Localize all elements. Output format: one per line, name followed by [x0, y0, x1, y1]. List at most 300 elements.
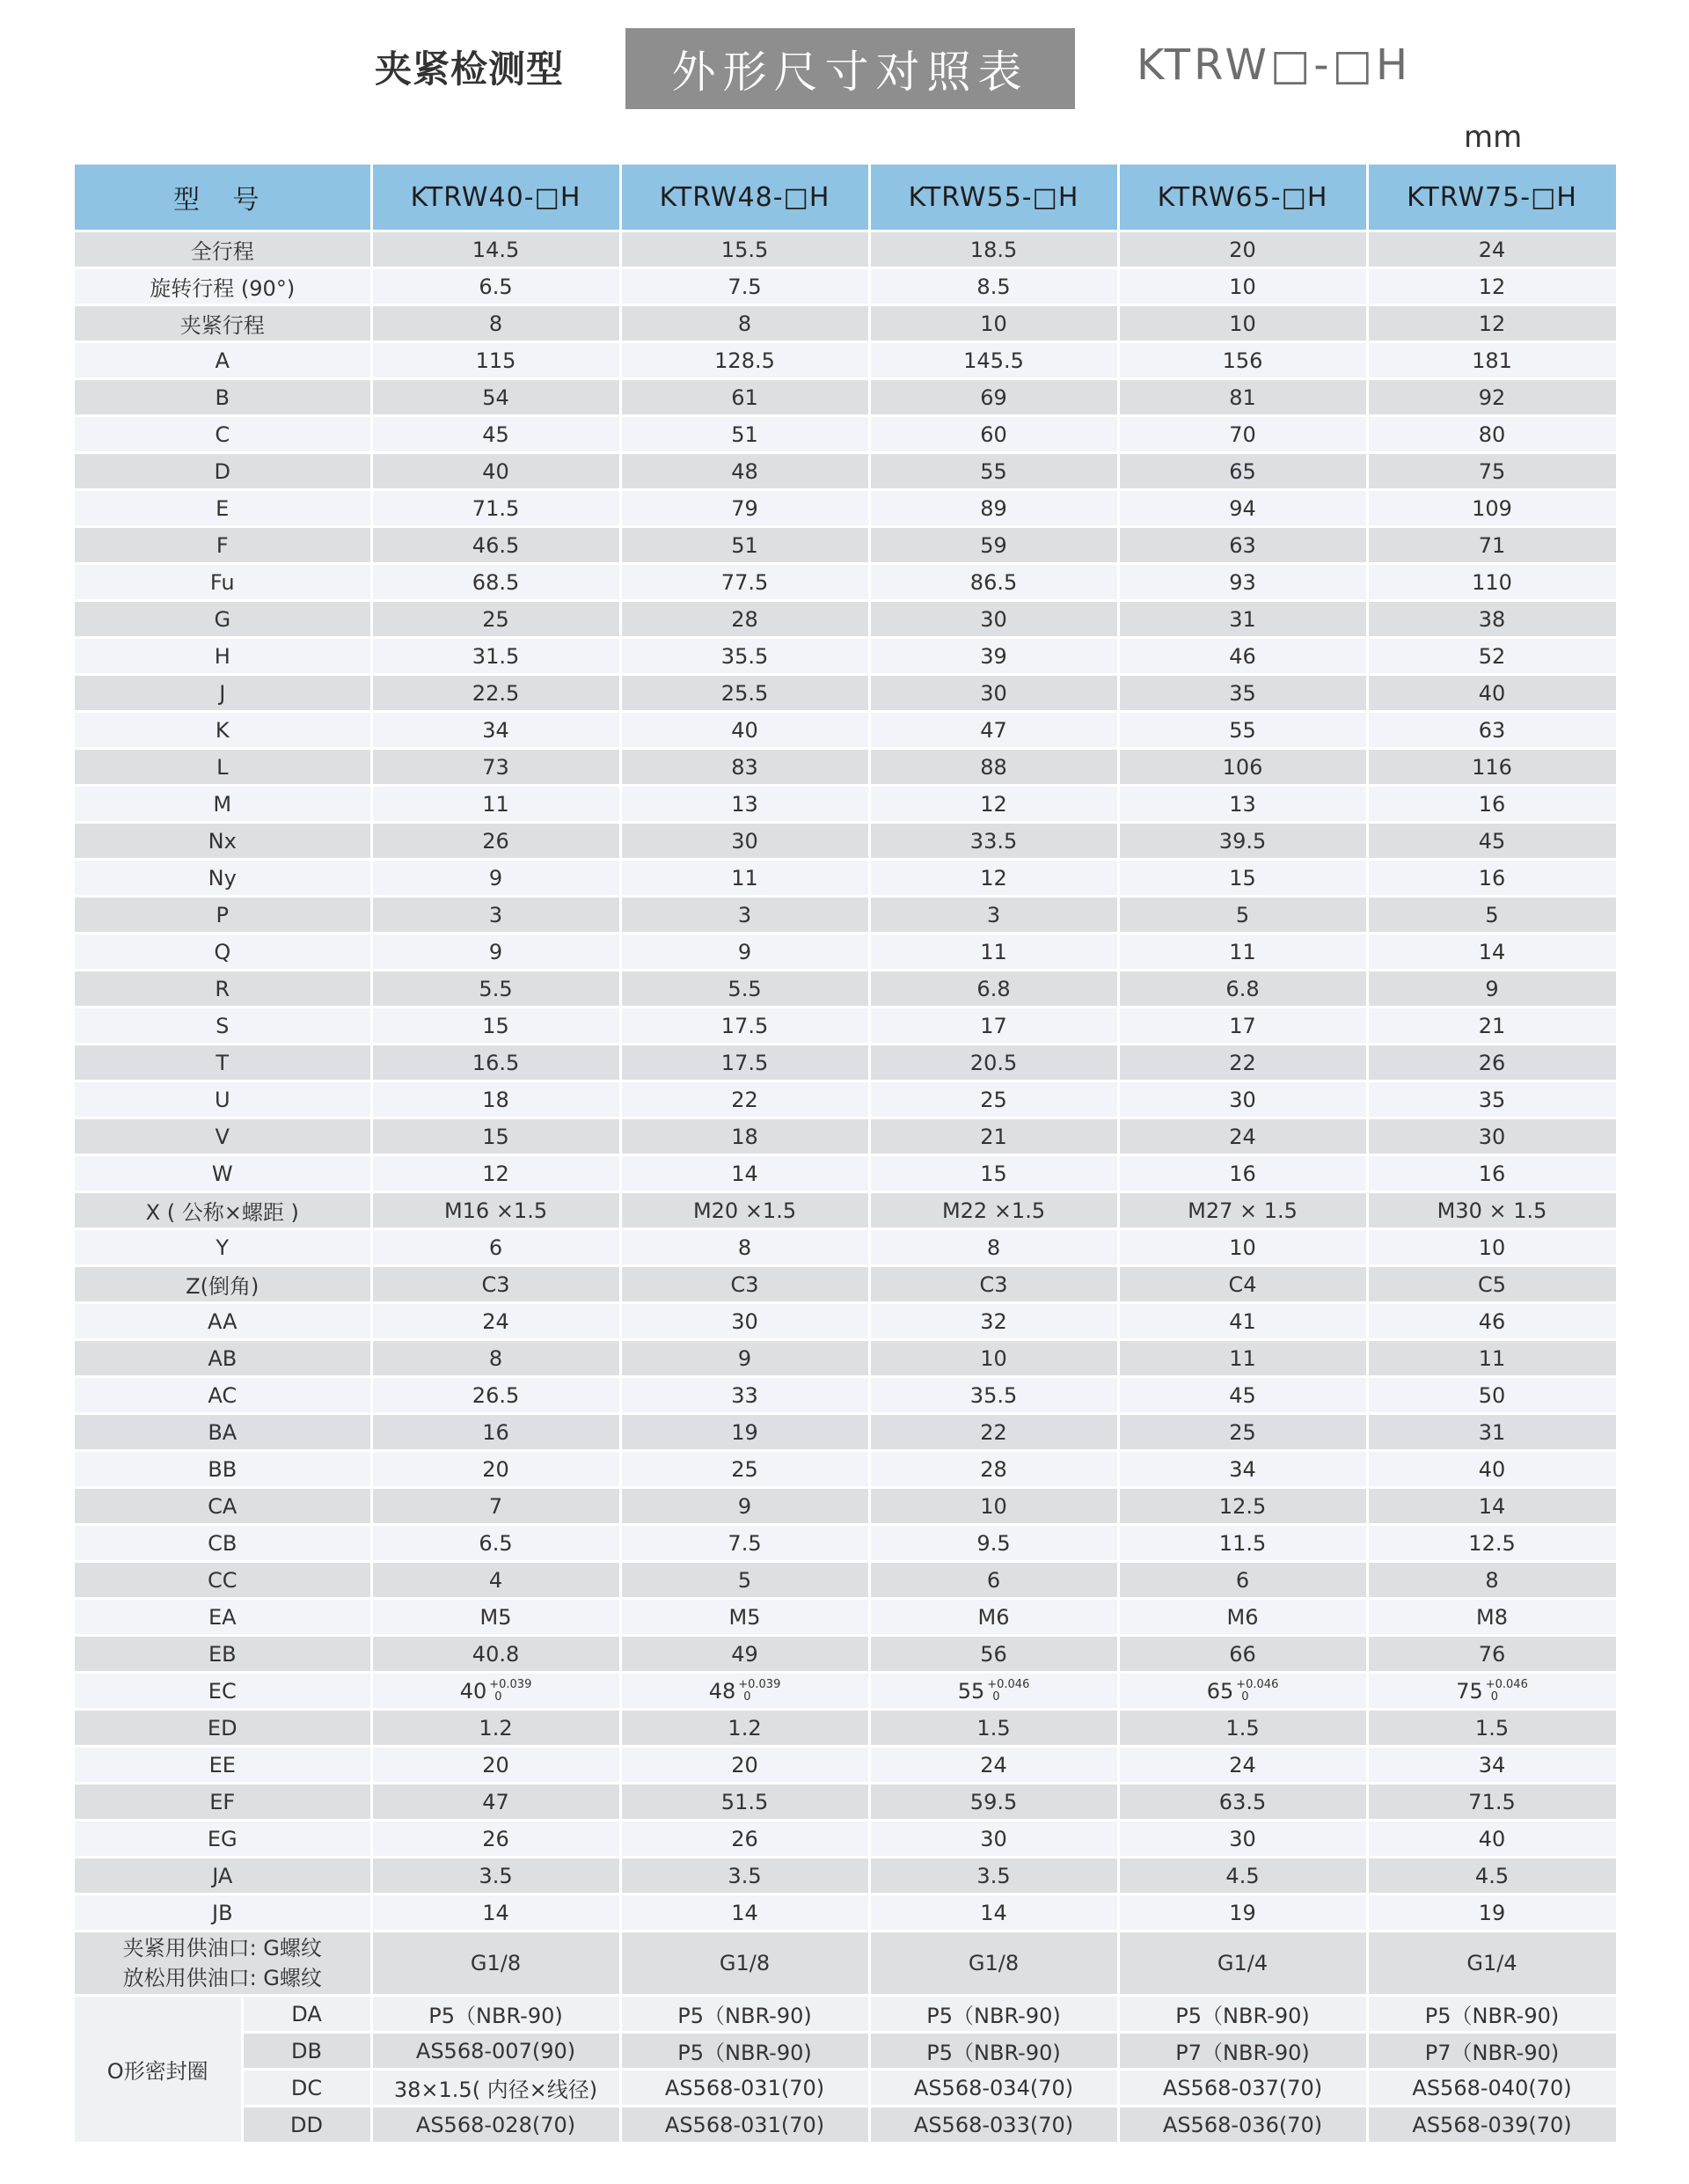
table-cell: 51	[620, 416, 869, 453]
table-cell: 66	[1118, 1636, 1367, 1673]
table-cell: P5（NBR-90)	[869, 2033, 1118, 2070]
table-cell: 76	[1367, 1636, 1617, 1673]
table-cell: P5（NBR-90)	[620, 2033, 869, 2070]
table-cell: 40	[1367, 675, 1617, 712]
row-label: Fu	[75, 564, 371, 601]
dimension-table	[75, 165, 1619, 2144]
table-cell: 65	[1118, 453, 1367, 490]
table-row	[75, 823, 1617, 860]
row-label: JA	[75, 1858, 371, 1895]
table-cell: 26	[371, 823, 620, 860]
table-cell: 30	[1118, 1821, 1367, 1858]
table-cell: 9.5	[869, 1525, 1118, 1562]
table-cell: 20	[371, 1747, 620, 1784]
table-cell: C3	[620, 1266, 869, 1303]
table-cell: 3.5	[869, 1858, 1118, 1895]
tolerance-lower: 0	[743, 1689, 751, 1704]
row-label: AB	[75, 1340, 371, 1377]
row-label: J	[75, 675, 371, 712]
row-label: D	[75, 453, 371, 490]
table-cell: 59	[869, 527, 1118, 564]
table-cell: 52	[1367, 638, 1617, 675]
table-cell: 33.5	[869, 823, 1118, 860]
row-label: B	[75, 379, 371, 416]
table-cell: 25	[620, 1451, 869, 1488]
table-cell: 8	[869, 1229, 1118, 1266]
table-cell: 31	[1118, 601, 1367, 638]
table-cell: 26	[371, 1821, 620, 1858]
table-cell: 9	[371, 934, 620, 971]
table-cell: 71.5	[1367, 1784, 1617, 1821]
table-row	[75, 1155, 1617, 1192]
tolerance-value	[958, 1679, 1030, 1704]
tolerance-value	[460, 1679, 532, 1704]
tolerance-limits	[489, 1679, 531, 1704]
table-cell: 28	[869, 1451, 1118, 1488]
table-row	[75, 305, 1617, 342]
table-cell: 59.5	[869, 1784, 1118, 1821]
row-label: EC	[75, 1673, 371, 1710]
table-cell: 39.5	[1118, 823, 1367, 860]
table-cell: 16	[1118, 1155, 1367, 1192]
table-row	[75, 1303, 1617, 1340]
table-cell: 48	[620, 453, 869, 490]
table-cell: 39	[869, 638, 1118, 675]
table-cell: 109	[1367, 490, 1617, 527]
table-cell: 25.5	[620, 675, 869, 712]
table-cell: AS568-007(90)	[371, 2033, 620, 2070]
table-cell: 94	[1118, 490, 1367, 527]
table-row	[75, 1525, 1617, 1562]
table-cell: 35	[1367, 1081, 1617, 1118]
row-label: F	[75, 527, 371, 564]
table-cell: 6.5	[371, 1525, 620, 1562]
table-cell: 51	[620, 527, 869, 564]
oring-label: O形密封圈	[75, 1996, 242, 2144]
table-cell: P5（NBR-90)	[620, 1996, 869, 2033]
table-cell: P7（NBR-90)	[1118, 2033, 1367, 2070]
model-code: KTRW□-□H	[1137, 40, 1412, 90]
table-cell	[1118, 1673, 1367, 1710]
row-label: Ny	[75, 860, 371, 897]
table-cell: 86.5	[869, 564, 1118, 601]
table-cell: 3	[620, 897, 869, 934]
table-cell: AS568-028(70)	[371, 2107, 620, 2144]
table-row	[75, 860, 1617, 897]
table-cell: 71.5	[371, 490, 620, 527]
table-cell: 14	[620, 1155, 869, 1192]
table-cell: 31.5	[371, 638, 620, 675]
table-cell: 77.5	[620, 564, 869, 601]
table-cell: 75	[1367, 453, 1617, 490]
table-row	[75, 342, 1617, 379]
table-cell: 54	[371, 379, 620, 416]
table-cell: 16	[1367, 1155, 1617, 1192]
table-cell: 46	[1118, 638, 1367, 675]
table-cell: 50	[1367, 1377, 1617, 1414]
table-cell: 7	[371, 1488, 620, 1525]
row-label: CA	[75, 1488, 371, 1525]
table-cell: 3.5	[371, 1858, 620, 1895]
table-cell: P5（NBR-90)	[371, 1996, 620, 2033]
table-cell: AS568-031(70)	[620, 2070, 869, 2107]
table-row	[75, 1266, 1617, 1303]
table-cell: M20 ×1.5	[620, 1192, 869, 1229]
table-cell: 46	[1367, 1303, 1617, 1340]
table-cell: 12.5	[1367, 1525, 1617, 1562]
table-cell	[371, 1673, 620, 1710]
table-cell: 19	[1118, 1895, 1367, 1931]
table-cell: 63	[1367, 712, 1617, 749]
title-box	[625, 28, 1075, 109]
table-cell: 6.5	[371, 268, 620, 305]
row-label: P	[75, 897, 371, 934]
tolerance-upper: +0.046	[1485, 1677, 1528, 1691]
table-cell: P5（NBR-90)	[1118, 1996, 1367, 2033]
table-cell: 11	[1367, 1340, 1617, 1377]
table-cell: 35.5	[869, 1377, 1118, 1414]
table-cell: 69	[869, 379, 1118, 416]
row-label: Y	[75, 1229, 371, 1266]
table-cell: 24	[1367, 231, 1617, 268]
table-row-oring	[75, 2070, 1617, 2107]
table-cell: 40	[620, 712, 869, 749]
table-row-oring	[75, 2107, 1617, 2144]
table-cell: 81	[1118, 379, 1367, 416]
table-cell: 14	[620, 1895, 869, 1931]
table-cell: 20	[1118, 231, 1367, 268]
table-cell	[1367, 1673, 1617, 1710]
table-cell: 128.5	[620, 342, 869, 379]
table-cell: 16.5	[371, 1044, 620, 1081]
table-cell: 12	[371, 1155, 620, 1192]
tolerance-value	[1207, 1679, 1279, 1704]
table-cell: 10	[1118, 305, 1367, 342]
table-cell: AS568-034(70)	[869, 2070, 1118, 2107]
table-cell: 6.8	[869, 971, 1118, 1008]
page-header	[0, 0, 1689, 167]
row-label: L	[75, 749, 371, 786]
table-cell: 12.5	[1118, 1488, 1367, 1525]
table-cell: 30	[869, 1821, 1118, 1858]
table-cell: 8	[1367, 1562, 1617, 1599]
unit-label: mm	[1464, 120, 1523, 155]
table-cell: 24	[869, 1747, 1118, 1784]
table-cell: 15	[371, 1008, 620, 1044]
table-cell: 30	[869, 675, 1118, 712]
table-cell: AS568-040(70)	[1367, 2070, 1617, 2107]
table-cell: 156	[1118, 342, 1367, 379]
table-cell: 11	[620, 860, 869, 897]
row-label: AA	[75, 1303, 371, 1340]
table-cell: 45	[1118, 1377, 1367, 1414]
row-label: 夹紧行程	[75, 305, 371, 342]
table-cell: C4	[1118, 1266, 1367, 1303]
row-label: AC	[75, 1377, 371, 1414]
table-cell: 24	[1118, 1118, 1367, 1155]
row-label: Nx	[75, 823, 371, 860]
table-cell: 30	[1118, 1081, 1367, 1118]
tolerance-base: 48	[708, 1678, 736, 1704]
tolerance-base: 75	[1456, 1678, 1483, 1704]
table-row	[75, 1081, 1617, 1118]
table-row-ports	[75, 1931, 1617, 1996]
table-cell: 22	[869, 1414, 1118, 1451]
table-row	[75, 1488, 1617, 1525]
tolerance-limits	[1236, 1679, 1278, 1704]
table-cell: 30	[620, 823, 869, 860]
table-cell: M6	[1118, 1599, 1367, 1636]
table-row	[75, 268, 1617, 305]
row-label: M	[75, 786, 371, 823]
table-cell: 110	[1367, 564, 1617, 601]
header-model: KTRW75-□H	[1367, 165, 1617, 231]
table-cell: 6.8	[1118, 971, 1367, 1008]
table-cell: 6	[869, 1562, 1118, 1599]
table-cell: 7.5	[620, 1525, 869, 1562]
table-cell: 18.5	[869, 231, 1118, 268]
table-cell: 26	[1367, 1044, 1617, 1081]
row-label: EG	[75, 1821, 371, 1858]
table-row	[75, 1451, 1617, 1488]
table-cell: 3.5	[620, 1858, 869, 1895]
table-row	[75, 1710, 1617, 1747]
table-cell: 1.2	[371, 1710, 620, 1747]
table-cell: 40	[371, 453, 620, 490]
table-cell: AS568-033(70)	[869, 2107, 1118, 2144]
row-label: A	[75, 342, 371, 379]
table-cell: 106	[1118, 749, 1367, 786]
table-cell	[620, 1673, 869, 1710]
table-row	[75, 1599, 1617, 1636]
table-cell: M22 ×1.5	[869, 1192, 1118, 1229]
table-cell: 15	[869, 1155, 1118, 1192]
table-cell: 14	[1367, 1488, 1617, 1525]
table-row-oring	[75, 2033, 1617, 2070]
row-label: C	[75, 416, 371, 453]
table-cell: 83	[620, 749, 869, 786]
table-cell: 6	[1118, 1562, 1367, 1599]
table-cell: 22	[620, 1081, 869, 1118]
table-cell: 31	[1367, 1414, 1617, 1451]
table-cell: 15	[1118, 860, 1367, 897]
table-cell: 5.5	[371, 971, 620, 1008]
table-cell: 45	[1367, 823, 1617, 860]
table-cell: M6	[869, 1599, 1118, 1636]
table-cell: C3	[371, 1266, 620, 1303]
table-row	[75, 1192, 1617, 1229]
table-cell: 5	[1118, 897, 1367, 934]
row-label: JB	[75, 1895, 371, 1931]
table-cell: 9	[620, 934, 869, 971]
table-cell: 61	[620, 379, 869, 416]
table-row-ec	[75, 1673, 1617, 1710]
table-cell: 22	[1118, 1044, 1367, 1081]
table-cell: 41	[1118, 1303, 1367, 1340]
table-cell: 116	[1367, 749, 1617, 786]
table-cell: 30	[620, 1303, 869, 1340]
table-cell: 20.5	[869, 1044, 1118, 1081]
tolerance-value	[1456, 1679, 1528, 1704]
table-cell: 11	[1118, 934, 1367, 971]
table-cell: 38×1.5( 内径×线径)	[371, 2070, 620, 2107]
table-cell: 49	[620, 1636, 869, 1673]
table-cell: 11	[371, 786, 620, 823]
table-cell: 14.5	[371, 231, 620, 268]
table-header-row	[75, 165, 1617, 231]
row-label: EB	[75, 1636, 371, 1673]
table-cell: 46.5	[371, 527, 620, 564]
table-cell: 115	[371, 342, 620, 379]
row-label: W	[75, 1155, 371, 1192]
table-cell: 20	[371, 1451, 620, 1488]
table-cell: 9	[1367, 971, 1617, 1008]
table-cell: 8	[371, 1340, 620, 1377]
table-row	[75, 786, 1617, 823]
table-row	[75, 564, 1617, 601]
table-cell: G1/8	[869, 1931, 1118, 1996]
row-label: EE	[75, 1747, 371, 1784]
table-cell: 47	[869, 712, 1118, 749]
table-cell: 17.5	[620, 1008, 869, 1044]
row-label: CC	[75, 1562, 371, 1599]
table-cell: M30 × 1.5	[1367, 1192, 1617, 1229]
table-cell: 35	[1118, 675, 1367, 712]
table-cell: 30	[869, 601, 1118, 638]
table-cell: C3	[869, 1266, 1118, 1303]
table-cell: 6	[371, 1229, 620, 1266]
table-cell: 14	[1367, 934, 1617, 971]
tolerance-value	[709, 1679, 781, 1704]
table-cell: 4.5	[1367, 1858, 1617, 1895]
table-cell: 20	[620, 1747, 869, 1784]
table-row	[75, 1008, 1617, 1044]
table-cell: C5	[1367, 1266, 1617, 1303]
header-model: KTRW40-□H	[371, 165, 620, 231]
table-cell: 92	[1367, 379, 1617, 416]
table-row	[75, 453, 1617, 490]
table-cell: 80	[1367, 416, 1617, 453]
table-cell: 79	[620, 490, 869, 527]
table-cell: 22.5	[371, 675, 620, 712]
tolerance-lower: 0	[1241, 1689, 1249, 1704]
table-cell: AS568-031(70)	[620, 2107, 869, 2144]
table-cell: 73	[371, 749, 620, 786]
row-label: T	[75, 1044, 371, 1081]
table-cell: 10	[1367, 1229, 1617, 1266]
row-label: Q	[75, 934, 371, 971]
table-cell: 24	[371, 1303, 620, 1340]
table-cell: 35.5	[620, 638, 869, 675]
table-cell: 18	[620, 1118, 869, 1155]
row-label: S	[75, 1008, 371, 1044]
row-label: X ( 公称×螺距 )	[75, 1192, 371, 1229]
table-row	[75, 1340, 1617, 1377]
table-cell: 19	[620, 1414, 869, 1451]
table-cell: 60	[869, 416, 1118, 453]
table-cell: 70	[1118, 416, 1367, 453]
header-model-label: 型 号	[75, 165, 371, 231]
table-cell: P5（NBR-90)	[1367, 1996, 1617, 2033]
table-cell: M27 × 1.5	[1118, 1192, 1367, 1229]
table-cell: 5	[1367, 897, 1617, 934]
table-cell: 10	[869, 1488, 1118, 1525]
table-cell: 21	[869, 1118, 1118, 1155]
table-row	[75, 1636, 1617, 1673]
oring-sub-label: DA	[242, 1996, 371, 2033]
tolerance-lower: 0	[992, 1689, 1000, 1704]
row-label: H	[75, 638, 371, 675]
table-cell: 13	[1118, 786, 1367, 823]
table-cell: 32	[869, 1303, 1118, 1340]
table-cell: 1.5	[1367, 1710, 1617, 1747]
table-row	[75, 638, 1617, 675]
table-cell: 34	[1367, 1747, 1617, 1784]
table-cell: 1.5	[869, 1710, 1118, 1747]
table-cell: 40	[1367, 1821, 1617, 1858]
table-cell: M16 ×1.5	[371, 1192, 620, 1229]
table-row	[75, 416, 1617, 453]
table-row	[75, 1895, 1617, 1931]
table-row	[75, 527, 1617, 564]
header-model: KTRW55-□H	[869, 165, 1118, 231]
table-cell: 4.5	[1118, 1858, 1367, 1895]
table-cell: 25	[869, 1081, 1118, 1118]
table-cell: 17.5	[620, 1044, 869, 1081]
table-cell: P7（NBR-90)	[1367, 2033, 1617, 2070]
table-cell: 11	[1118, 1340, 1367, 1377]
row-label: CB	[75, 1525, 371, 1562]
table-cell: 24	[1118, 1747, 1367, 1784]
ports-label-clamp: 夹紧用供油口: G螺纹	[122, 1936, 322, 1960]
table-cell: 5.5	[620, 971, 869, 1008]
ports-label-release: 放松用供油口: G螺纹	[122, 1966, 322, 1990]
table-cell: 56	[869, 1636, 1118, 1673]
table-row	[75, 1044, 1617, 1081]
row-label: EA	[75, 1599, 371, 1636]
table-cell: 7.5	[620, 268, 869, 305]
table-cell: 21	[1367, 1008, 1617, 1044]
table-cell: 40.8	[371, 1636, 620, 1673]
table-row	[75, 1858, 1617, 1895]
table-cell: 8	[371, 305, 620, 342]
table-row	[75, 379, 1617, 416]
row-label: U	[75, 1081, 371, 1118]
row-label: E	[75, 490, 371, 527]
tolerance-lower: 0	[1490, 1689, 1499, 1704]
oring-sub-label: DB	[242, 2033, 371, 2070]
table-cell: 17	[869, 1008, 1118, 1044]
table-cell: 19	[1367, 1895, 1617, 1931]
table-cell: 47	[371, 1784, 620, 1821]
tolerance-upper: +0.046	[1236, 1677, 1279, 1691]
row-label: ED	[75, 1710, 371, 1747]
table-cell: P5（NBR-90)	[869, 1996, 1118, 2033]
table-cell: M8	[1367, 1599, 1617, 1636]
table-cell: 10	[869, 305, 1118, 342]
table-cell: 13	[620, 786, 869, 823]
row-label: BA	[75, 1414, 371, 1451]
table-row	[75, 749, 1617, 786]
table-cell: 10	[1118, 268, 1367, 305]
table-cell: 68.5	[371, 564, 620, 601]
tolerance-upper: +0.046	[987, 1677, 1030, 1691]
table-cell: 89	[869, 490, 1118, 527]
table-row	[75, 1377, 1617, 1414]
row-label: G	[75, 601, 371, 638]
table-cell: 11	[869, 934, 1118, 971]
table-cell: 38	[1367, 601, 1617, 638]
